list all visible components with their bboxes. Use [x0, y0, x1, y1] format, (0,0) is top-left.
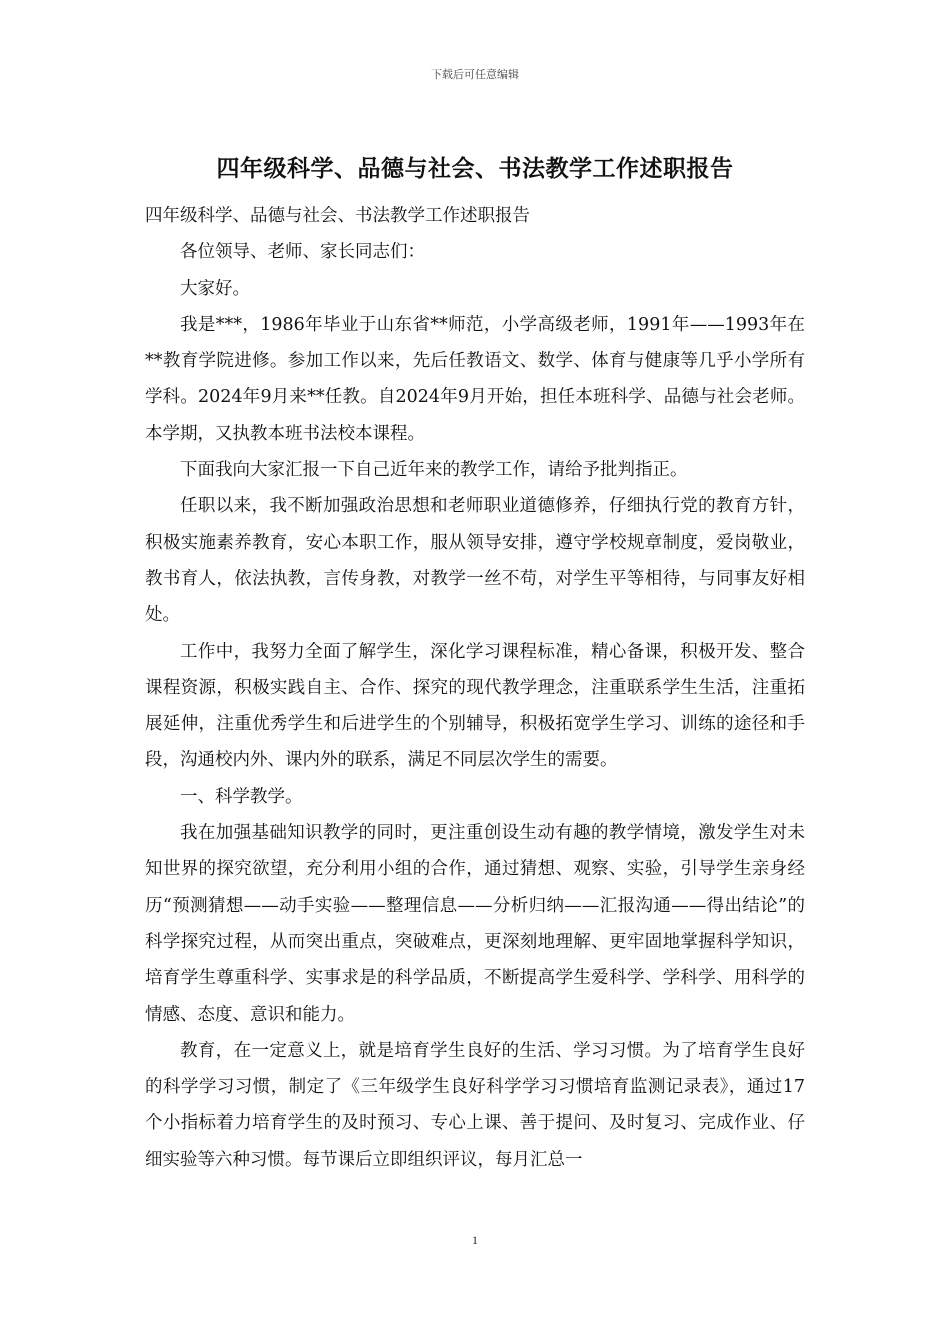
- document-title: 四年级科学、品德与社会、书法教学工作述职报告: [216, 155, 734, 182]
- page-number: 1: [472, 1233, 478, 1247]
- ethics-paragraph: 任职以来，我不断加强政治思想和老师职业道德修养，仔细执行党的教育方针，积极实施素养教育，安心本职工作，服从领导安排，遵守学校规章制度，爱岗敬业，教书育人，依法执教，言传身教，对教学一丝不苟，对学生平等相待，与同事友好相处。: [145, 496, 805, 626]
- document-body: [145, 198, 805, 1178]
- header-note: 下载后可任意编辑: [431, 68, 519, 81]
- subtitle-paragraph: 四年级科学、品德与社会、书法教学工作述职报告: [145, 206, 530, 226]
- introduction-paragraph: 我是***，1986年毕业于山东省**师范，小学高级老师，1991年——1993年在**教育学院进修。参加工作以来，先后任教语文、数学、体育与健康等几乎小学所有学科。2024年9月来**任教。自2024年9月开始，担任本班科学、品德与社会老师。本学期，又执教本班书法校本课程。: [145, 314, 805, 444]
- section-heading-science: 一、科学教学。: [180, 786, 303, 807]
- report-intro-paragraph: 下面我向大家汇报一下自己近年来的教学工作，请给予批判指正。: [180, 460, 688, 481]
- science-teaching-paragraph: 我在加强基础知识教学的同时，更注重创设生动有趣的教学情境，激发学生对未知世界的探究欲望，充分利用小组的合作，通过猜想、观察、实验，引导学生亲身经历“预测猜想——动手实验——整理信息——分析归纳——汇报沟通——得出结论”的科学探究过程，从而突出重点，突破难点，更深刻地理解、更牢固地掌握科学知识，培育学生尊重科学、实事求是的科学品质，不断提高学生爱科学、学科学、用科学的情感、态度、意识和能力。: [145, 823, 805, 1025]
- salutation-paragraph: 各位领导、老师、家长同志们：: [180, 242, 425, 263]
- work-paragraph: 工作中，我努力全面了解学生，深化学习课程标准，精心备课，积极开发、整合课程资源，积极实践自主、合作、探究的现代教学理念，注重联系学生生活，注重拓展延伸，注重优秀学生和后进学生的个别辅导，积极拓宽学生学习、训练的途径和手段，沟通校内外、课内外的联系，满足不同层次学生的需要。: [145, 641, 805, 771]
- habits-paragraph: 教育，在一定意义上，就是培育学生良好的生活、学习习惯。为了培育学生良好的科学学习习惯，制定了《三年级学生良好科学学习习惯培育监测记录表》，通过17个小指标着力培育学生的及时预习、专心上课、善于提问、及时复习、完成作业、仔细实验等六种习惯。每节课后立即组织评议，每月汇总一: [145, 1040, 805, 1170]
- greeting-paragraph: 大家好。: [180, 278, 250, 299]
